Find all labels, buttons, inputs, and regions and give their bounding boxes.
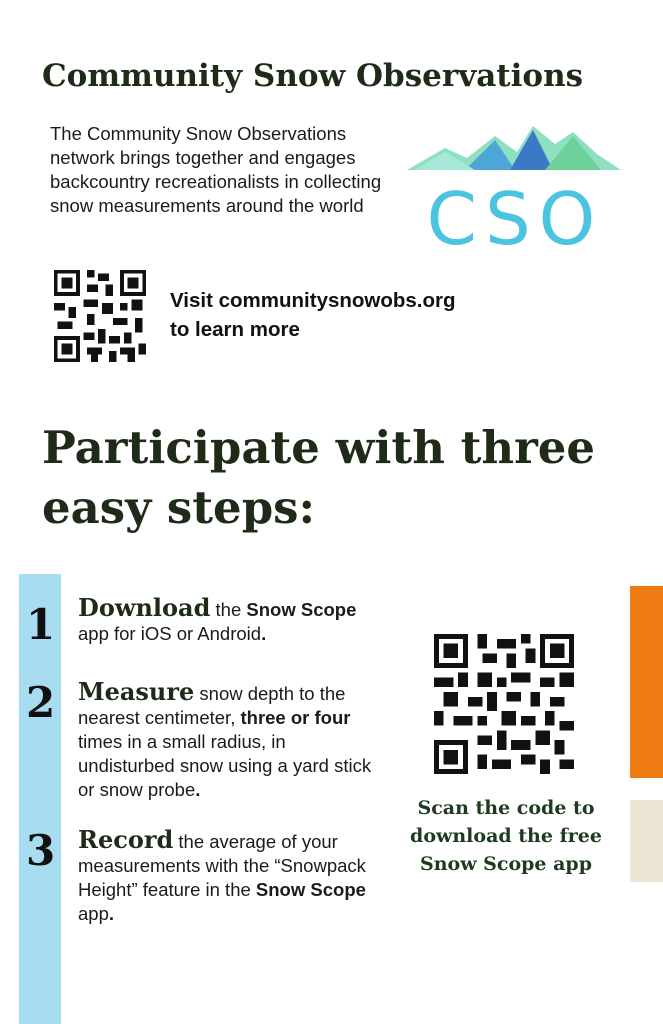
visit-website-text [170,286,530,344]
scan-line3: Snow Scope app [419,853,592,875]
visit-line2: to learn more [170,318,300,341]
heading-line1: Participate with three [42,421,596,474]
step-3-text-b: app [78,903,109,924]
heading-line2: easy steps: [42,481,316,534]
intro-text: The Community Snow Observations network brings together and engages backcountry recreationalists in collecting snow measurements around the world [50,123,382,216]
website-qr-code[interactable] [54,270,146,362]
step-2-number: 2 [26,678,56,727]
step-3-lead: Record [78,825,174,854]
visit-link[interactable]: Visit communitysnowobs.org [170,289,456,312]
cso-logo [405,122,625,252]
scan-line2: download the free [410,825,602,847]
step-2-period: . [195,779,201,800]
step-2-text-a: snow depth to the nearest centimeter, [78,683,346,728]
step-3-text-a: the average of your measurements with the “Snowpack Height” feature in the [78,831,366,900]
step-1 [78,593,378,646]
cream-side-bar [630,800,663,882]
step-3-app-name: Snow Scope [255,879,366,900]
step-3-period: . [108,903,115,924]
scan-line1: Scan the code to [417,797,595,819]
step-1-period: . [261,623,267,644]
step-2-text-b: times in a small radius, in undisturbed snow using a yard stick or snow probe [78,731,372,800]
participate-heading [42,418,652,538]
step-1-number: 1 [26,600,56,649]
logo-text: CSO [426,177,604,252]
scan-code-caption [400,794,612,878]
step-1-app-name: Snow Scope [246,599,357,620]
step-3-number: 3 [26,826,56,875]
step-2-count: three or four [240,707,351,728]
orange-side-bar [630,586,663,778]
step-2 [78,677,378,802]
app-download-qr-code[interactable] [434,634,574,774]
step-2-lead: Measure [78,677,195,706]
step-1-lead: Download [78,593,211,622]
step-1-text-b: app for iOS or Android [78,623,262,644]
step-1-text-a: the [210,599,247,620]
step-3 [78,825,378,926]
page-title: Community Snow Observations [42,58,584,94]
